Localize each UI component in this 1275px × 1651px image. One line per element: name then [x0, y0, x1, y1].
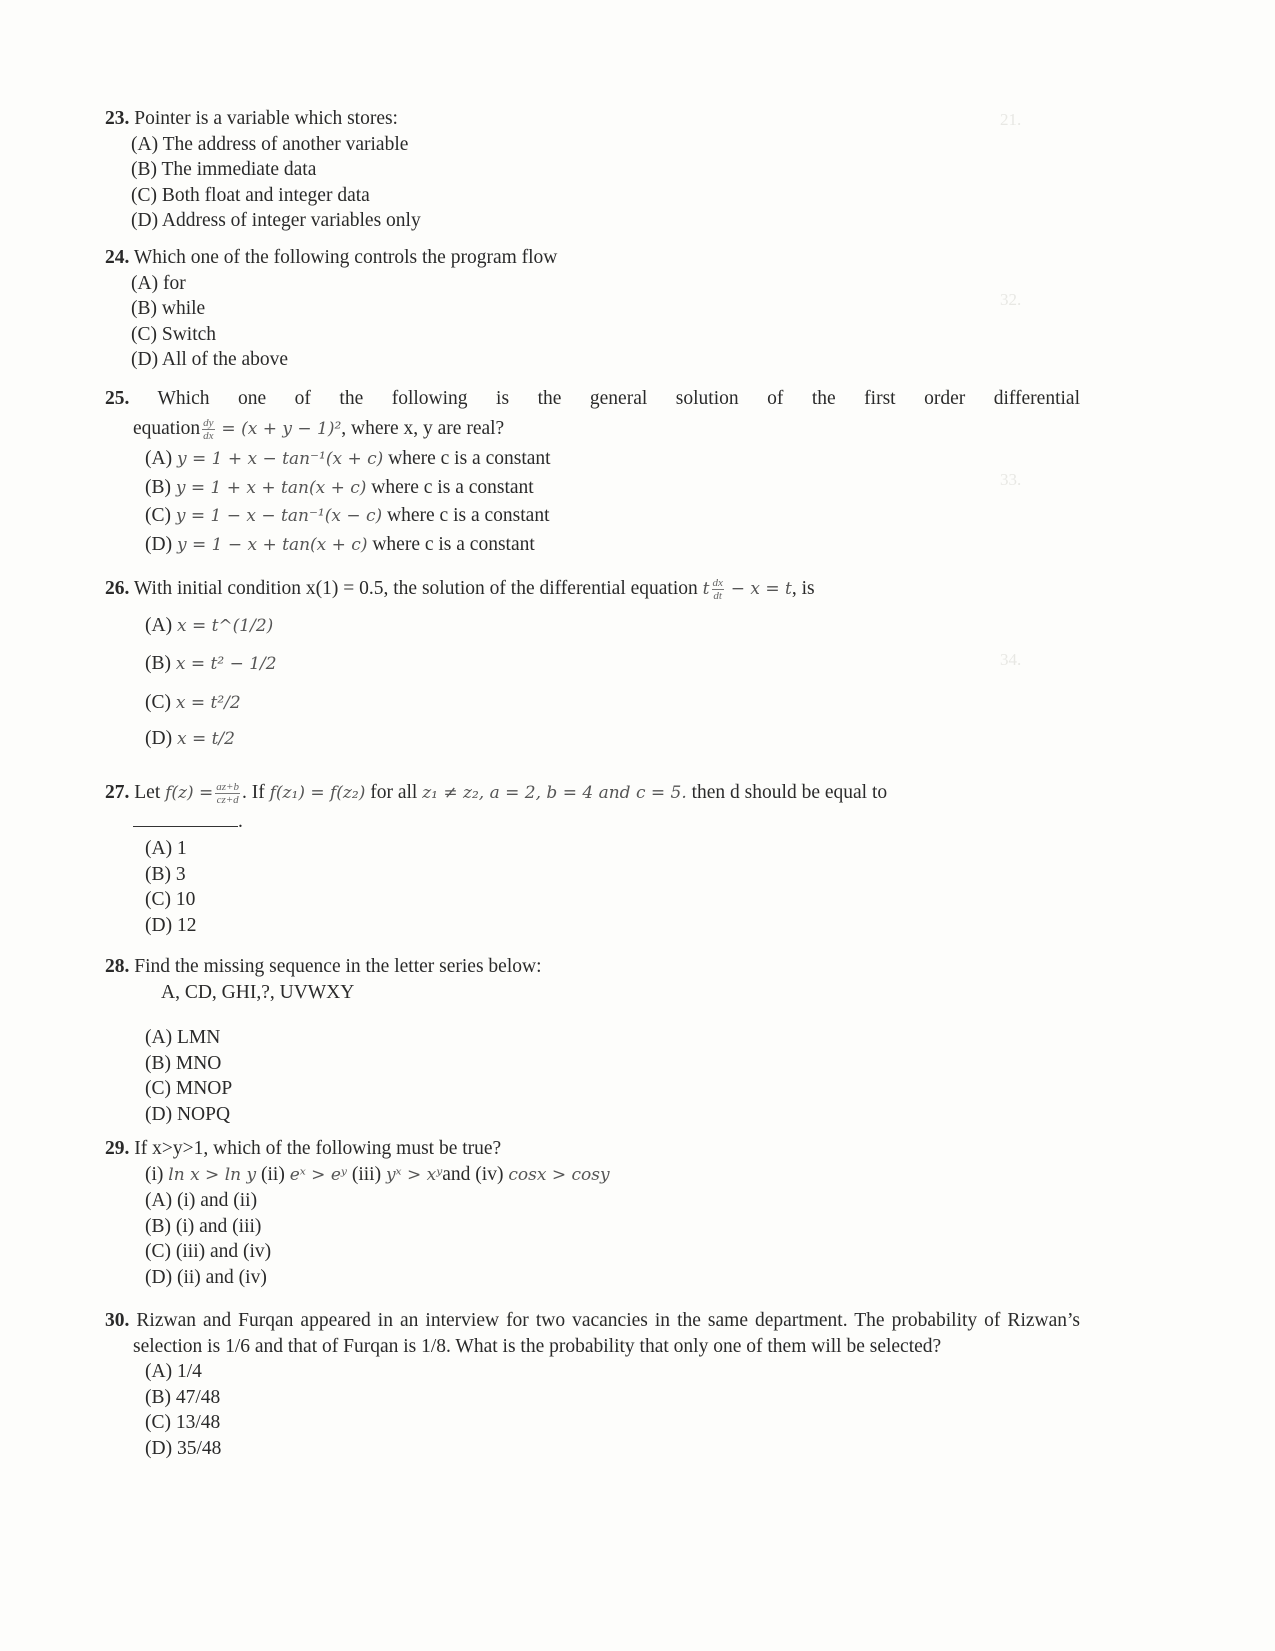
option-d: (D) NOPQ — [145, 1103, 231, 1125]
bleed-through-text: 32. — [1000, 290, 1022, 309]
option-a: (A) y = 1 + x − tan⁻¹(x + c) where c is a constant — [145, 448, 551, 469]
option-b: (B) y = 1 + x + tan(x + c) where c is a constant — [145, 476, 534, 498]
option-c: (C) MNOP — [145, 1078, 233, 1099]
question-stem-line2: equation $\frac{dy}{dx}$ = (x + y − 1)², where x, y are real? — [133, 416, 505, 442]
question-stem: 28. Find the missing sequence in the letter series below: — [105, 956, 542, 977]
option-d: (D) 35/48 — [145, 1437, 222, 1459]
question-25 — [105, 386, 1080, 558]
option-a: (A) x = t^(1/2) — [145, 614, 274, 636]
dx-dt-fraction: $\frac{dx}{dt}$ — [712, 577, 723, 603]
option-d: (D) Address of integer variables only — [131, 210, 421, 231]
option-a: (A) 1/4 — [145, 1361, 202, 1382]
letter-series: A, CD, GHI,?, UVWXY — [161, 981, 355, 1003]
option-c: (C) x = t²/2 — [145, 691, 241, 713]
option-c: (C) Both float and integer data — [131, 184, 370, 206]
question-28 — [105, 954, 1080, 1127]
bleed-through-text: 21. — [1000, 110, 1022, 129]
statements: (i) ln x > ln y (ii) eˣ > eʸ (iii) yˣ > xʸand (iv) cosx > cosy — [145, 1163, 610, 1185]
question-23 — [105, 106, 1080, 234]
fz-fraction: $\frac{az+b}{cz+d}$ — [216, 781, 239, 807]
option-c: (C) Switch — [131, 323, 217, 345]
option-d: (D) (ii) and (iv) — [145, 1266, 267, 1288]
question-stem: 29. If x>y>1, which of the following must be true? — [105, 1138, 502, 1159]
option-b: (B) 47/48 — [145, 1386, 221, 1408]
option-c: (C) 10 — [145, 889, 196, 910]
option-c: (C) y = 1 − x − tan⁻¹(x − c) where c is a constant — [145, 505, 550, 526]
option-b: (B) (i) and (iii) — [145, 1215, 262, 1237]
option-d: (D) x = t/2 — [145, 728, 235, 749]
bleed-through-text: 33. — [1000, 470, 1022, 489]
question-stem: 26. With initial condition x(1) = 0.5, the solution of the differential equation t $\frac{dx}{dt}$ − x = t, is — [105, 577, 815, 603]
question-26 — [105, 576, 1080, 753]
option-b: (B) x = t² − 1/2 — [145, 653, 277, 674]
option-a: (A) (i) and (ii) — [145, 1190, 258, 1211]
question-30 — [105, 1308, 1080, 1461]
option-a: (A) The address of another variable — [131, 133, 409, 155]
option-a: (A) LMN — [145, 1027, 221, 1048]
option-d: (D) y = 1 − x + tan(x + c) where c is a constant — [145, 533, 535, 555]
question-27 — [105, 780, 1080, 938]
option-b: (B) The immediate data — [131, 159, 317, 180]
question-stem: 25. Which one of the following is the general solution of the first order differential — [105, 388, 1080, 409]
option-b: (B) 3 — [145, 863, 186, 885]
bleed-through-text: 34. — [1000, 650, 1022, 669]
question-stem: 24. Which one of the following controls the program flow — [105, 247, 558, 268]
option-b: (B) while — [131, 298, 206, 319]
option-a: (A) 1 — [145, 838, 187, 859]
option-a: (A) for — [131, 272, 186, 294]
question-stem: 27. Let f(z) = $\frac{az+b}{cz+d}$ . If f(z₁) = f(z₂) for all z₁ ≠ z₂, a = 2, b = 4 and c = 5. then d should be equal to — [105, 781, 888, 807]
question-24 — [105, 245, 1080, 373]
question-29 — [105, 1136, 1080, 1290]
option-d: (D) 12 — [145, 914, 197, 936]
answer-blank: . — [105, 809, 1080, 835]
option-c: (C) 13/48 — [145, 1412, 221, 1433]
option-d: (D) All of the above — [131, 349, 289, 370]
dy-dx-fraction: $\frac{dy}{dx}$ — [203, 416, 214, 442]
option-c: (C) (iii) and (iv) — [145, 1241, 272, 1262]
option-b: (B) MNO — [145, 1052, 222, 1074]
question-stem: 30. Rizwan and Furqan appeared in an interview for two vacancies in the same department. The probability of Rizwan’s selection is 1/6 and that of Furqan is 1/8. What is the probability that only one of them will be selected? — [105, 1310, 1081, 1357]
question-stem: 23. Pointer is a variable which stores: — [105, 108, 398, 129]
